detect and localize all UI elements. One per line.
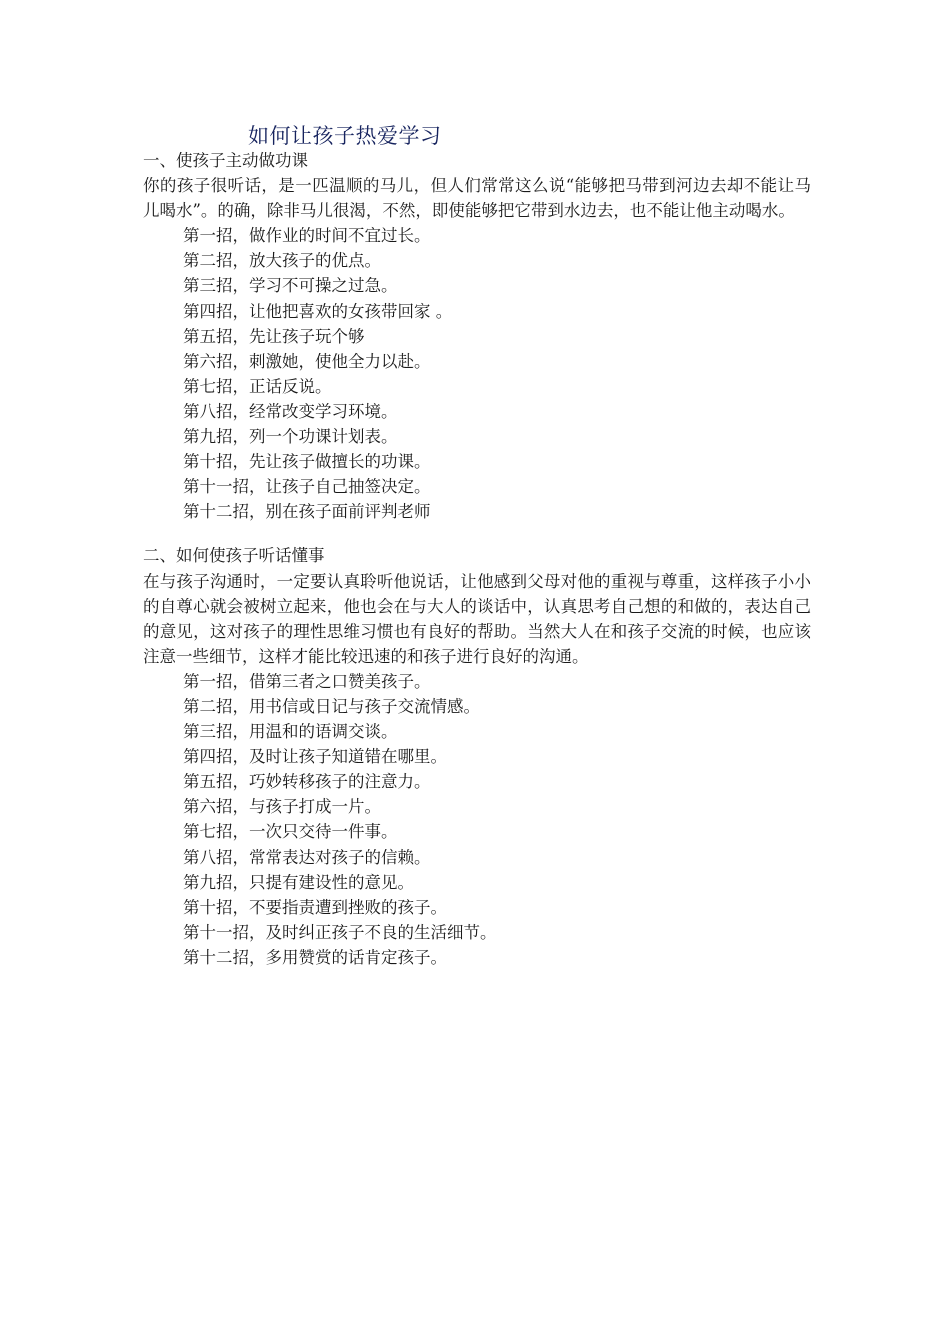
section-2 xyxy=(143,543,811,970)
section-spacer xyxy=(143,524,811,543)
list-item: 第七招，正话反说。 xyxy=(183,376,332,396)
list-item: 第八招，经常改变学习环境。 xyxy=(183,401,398,421)
list-item: 第四招，及时让孩子知道错在哪里。 xyxy=(183,747,447,767)
list-item: 第一招，借第三者之口赞美孩子。 xyxy=(183,671,431,691)
list-item: 第十二招，别在孩子面前评判老师 xyxy=(183,502,431,522)
section-paragraph: 在与孩子沟通时，一定要认真聆听他说话，让他感到父母对他的重视与尊重，这样孩子小小的自尊心就会被树立起来，他也会在与大人的谈话中，认真思考自己想的和做的，表达自己的意见，这对孩子的理性思维习惯也有良好的帮助。当然大人在和孩子交流的时候，也应该注意一些细节，这样才能比较迅速的和孩子进行良好的沟通。 xyxy=(143,571,811,666)
list-item: 第二招，放大孩子的优点。 xyxy=(183,251,381,271)
list-item: 第一招，做作业的时间不宜过长。 xyxy=(183,226,431,246)
list-item: 第三招，学习不可操之过急。 xyxy=(183,276,398,296)
list-item: 第二招，用书信或日记与孩子交流情感。 xyxy=(183,696,480,716)
list-item: 第五招，先让孩子玩个够 xyxy=(183,326,365,346)
section-heading: 二、如何使孩子听话懂事 xyxy=(143,546,325,566)
list-item: 第十招，不要指责遭到挫败的孩子。 xyxy=(183,897,447,917)
list-item: 第六招，与孩子打成一片。 xyxy=(183,797,381,817)
section-heading: 一、使孩子主动做功课 xyxy=(143,151,308,170)
list-item: 第七招，一次只交待一件事。 xyxy=(183,822,398,842)
list-item: 第九招，列一个功课计划表。 xyxy=(183,427,398,447)
section-paragraph: 你的孩子很听话，是一匹温顺的马儿，但人们常常这么说“能够把马带到河边去却不能让马儿喝水”。的确，除非马儿很渴，不然，即使能够把它带到水边去，也不能让他主动喝水。 xyxy=(143,176,811,221)
list-item: 第十二招，多用赞赏的话肯定孩子。 xyxy=(183,947,447,967)
list-item: 第十招，先让孩子做擅长的功课。 xyxy=(183,452,431,472)
document-body xyxy=(143,148,811,970)
list-item: 第四招，让他把喜欢的女孩带回家 。 xyxy=(183,301,453,321)
list-item: 第八招，常常表达对孩子的信赖。 xyxy=(183,847,431,867)
list-item: 第十一招，及时纠正孩子不良的生活细节。 xyxy=(183,922,497,942)
list-item: 第十一招，让孩子自己抽签决定。 xyxy=(183,477,431,497)
list-item: 第九招，只提有建设性的意见。 xyxy=(183,872,414,892)
list-item: 第五招，巧妙转移孩子的注意力。 xyxy=(183,772,431,792)
list-item: 第六招，刺激她，使他全力以赴。 xyxy=(183,351,431,371)
list-item: 第三招，用温和的语调交谈。 xyxy=(183,722,398,742)
document-title: 如何让孩子热爱学习 xyxy=(248,124,442,148)
section-1 xyxy=(143,148,811,524)
